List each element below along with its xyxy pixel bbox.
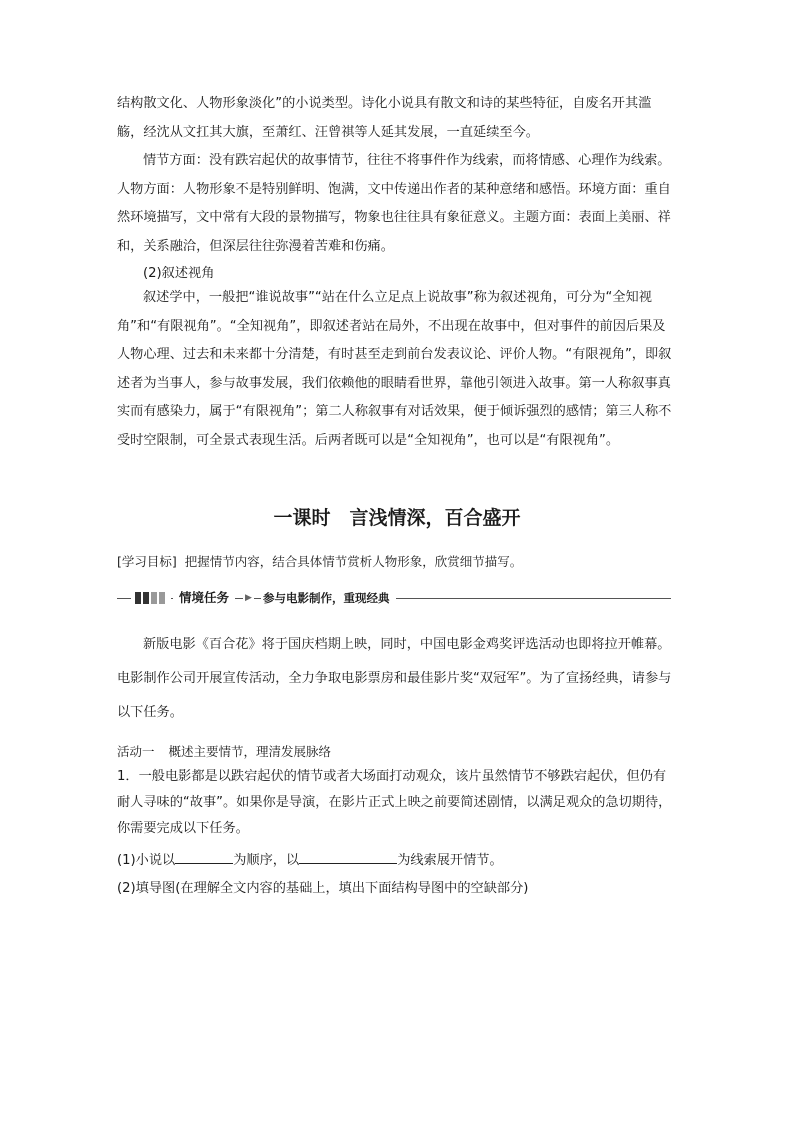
- clue-blank[interactable]: [299, 850, 397, 864]
- learning-objective: [117, 552, 522, 570]
- question-1-item-2: (2)填导图(在理解全文内容的基础上，填出下面结构导图中的空缺部分): [117, 881, 529, 896]
- task-banner: [117, 589, 671, 607]
- banner-blocks-icon: [131, 591, 171, 605]
- activity-title: 概述主要情节，理清发展脉络: [168, 744, 332, 759]
- activity-number: 活动一: [117, 744, 155, 759]
- intro-paragraph-2: 情节方面：没有跌宕起伏的故事情节，往往不将事件作为线索，而将情感、心理作为线索。人物方面：人物形象不是特别鲜明、饱满，文中传递出作者的某种意绪和感悟。环境方面：重自然环境描写，文中常有大段的景物描写，物象也往往具有象征意义。主题方面：表面上美丽、祥和，关系融洽，但深层往往弥漫着苦难和伤痛。: [117, 153, 671, 254]
- triangle-right-icon: ▶: [243, 589, 254, 607]
- objective-tag: [学习目标]: [117, 554, 177, 569]
- intro-paragraph-3: 叙述学中，一般把“谁说故事”“站在什么立足点上说故事”称为叙述视角，可分为“全知视角”和“有限视角”。“全知视角”，即叙述者站在局外，不出现在故事中，但对事件的前因后果及人物心理、过去和未来都十分清楚，有时甚至走到前台发表议论、评价人物。“有限视角”，即叙述者为当事人，参与故事发展，我们依赖他的眼睛看世界，靠他引领进入故事。第一人称叙事真实而有感染力，属于“有限视角”；第二人称叙事有对话效果，便于倾诉强烈的感情；第三人称不受时空限制，可全景式表现生活。后两者既可以是“全知视角”，也可以是“有限视角”。: [117, 290, 672, 448]
- item-1-suffix: 为线索展开情节。: [397, 853, 503, 868]
- item-1-middle: 为顺序，以: [233, 853, 300, 868]
- objective-text: 把握情节内容，结合具体情节赏析人物形象，欣赏细节描写。: [184, 554, 523, 569]
- item-1-prefix: (1)小说以: [117, 853, 176, 868]
- task-banner-label: 情境任务: [173, 589, 235, 607]
- task-banner-sublabel: 参与电影制作，重现经典: [261, 589, 396, 607]
- narrative-perspective-heading: (2)叙述视角: [143, 266, 215, 281]
- sequence-blank[interactable]: [175, 850, 233, 864]
- question-1-text: 1．一般电影都是以跌宕起伏的情节或者大场面打动观众，该片虽然情节不够跌宕起伏，但仍有耐人寻味的“故事”。如果你是导演，在影片正式上映之前要简述剧情，以满足观众的急切期待，你需要完成以下任务。: [117, 769, 672, 836]
- activity-heading: [117, 742, 331, 760]
- lesson-title: 一课时 言浅情深，百合盛开: [273, 507, 521, 529]
- question-1-item-1: [117, 849, 503, 868]
- scenario-paragraph: 新版电影《百合花》将于国庆档期上映，同时，中国电影金鸡奖评选活动也即将拉开帷幕。电影制作公司开展宣传活动，全力争取电影票房和最佳影片奖“双冠军”。为了宣扬经典，请参与以下任务。: [117, 637, 672, 720]
- intro-paragraph-1: 结构散文化、人物形象淡化”的小说类型。诗化小说具有散文和诗的某些特征，自废名开其滥觞，经沈从文扛其大旗，至萧红、汪曾祺等人延其发展，一直延续至今。: [117, 96, 652, 140]
